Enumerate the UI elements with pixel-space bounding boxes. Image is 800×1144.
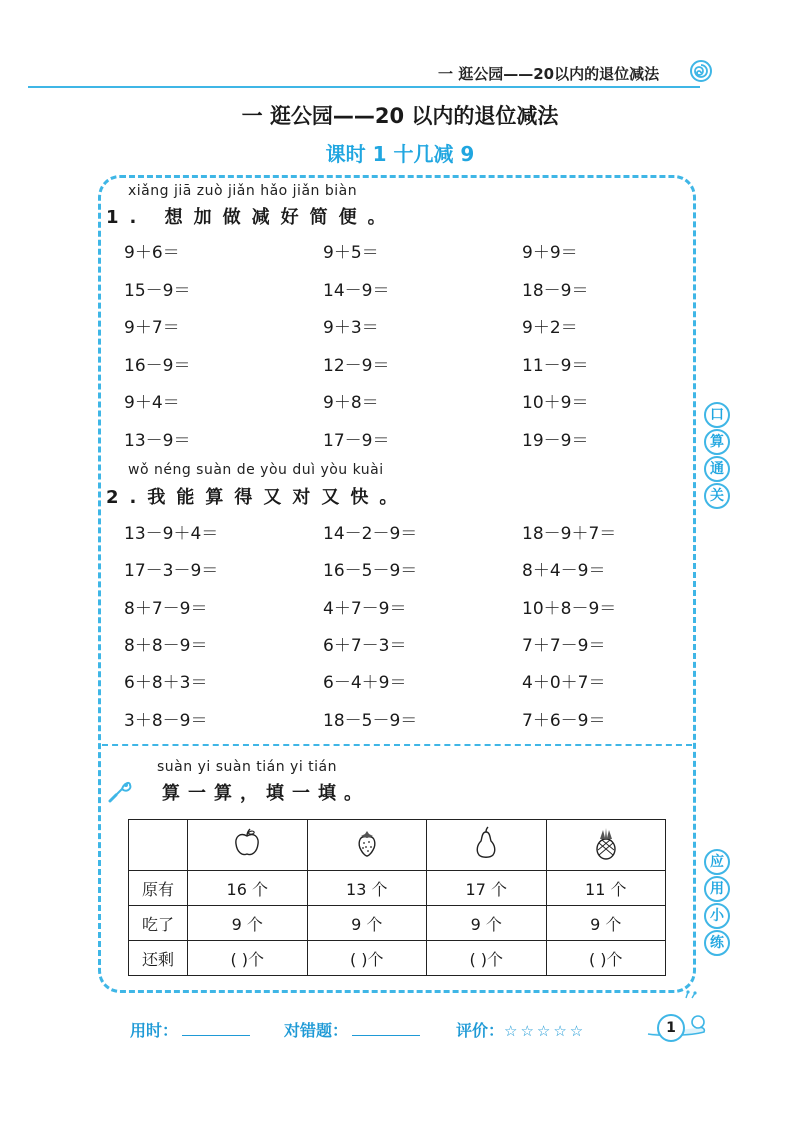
table-cell: 13 个 — [307, 871, 427, 906]
math-problem: 4＋7－9＝ — [323, 598, 407, 619]
side-tab-char: 口 — [704, 402, 730, 428]
time-blank[interactable] — [182, 1021, 250, 1036]
math-problem: 12－9＝ — [323, 355, 390, 376]
table-row — [129, 871, 666, 906]
math-problem: 4＋0＋7＝ — [522, 673, 606, 694]
math-problem: 18－5－9＝ — [323, 710, 418, 731]
math-problem: 10＋9＝ — [522, 393, 589, 413]
answer-blank[interactable]: ( )个 — [307, 941, 427, 976]
header-rule — [28, 86, 700, 88]
row-label-original: 原有 — [129, 871, 188, 906]
table-icon-row — [129, 820, 666, 871]
math-problem: 19－9＝ — [522, 430, 589, 451]
time-label: 用时： — [130, 1021, 179, 1040]
math-problem: 16－5－9＝ — [323, 561, 418, 582]
math-problem: 9＋3＝ — [323, 318, 379, 338]
math-problem: 13－9＝ — [124, 430, 191, 451]
math-problem: 9＋4＝ — [124, 393, 180, 413]
math-problem: 14－9＝ — [323, 280, 390, 301]
table-corner — [129, 820, 188, 871]
math-problem: 9＋9＝ — [522, 243, 578, 263]
table-cell: 9 个 — [188, 906, 308, 941]
math-problem: 18－9＝ — [522, 280, 589, 301]
q1-heading: 1. 想加做减好简便。 — [106, 207, 397, 228]
math-problem: 3＋8－9＝ — [124, 710, 208, 731]
answer-blank[interactable]: ( )个 — [188, 941, 308, 976]
math-problem: 17－3－9＝ — [124, 561, 219, 582]
q1-pinyin: xiǎng jiā zuò jiǎn hǎo jiǎn biàn — [128, 183, 358, 199]
math-problem: 17－9＝ — [323, 430, 390, 451]
apple-icon — [232, 827, 262, 859]
math-problem: 6＋7－3＝ — [323, 635, 407, 656]
errors-label: 对错题： — [284, 1021, 349, 1040]
running-header: 一 逛公园——20以内的退位减法 — [438, 65, 660, 83]
math-problem: 14－2－9＝ — [323, 524, 418, 544]
math-problem: 9＋7＝ — [124, 318, 180, 338]
math-problem: 8＋8－9＝ — [124, 635, 208, 656]
row-label-eaten: 吃了 — [129, 906, 188, 941]
rating-field — [456, 1018, 586, 1041]
q2-heading: 2.我能算得又对又快。 — [106, 487, 409, 508]
table-fruit-cell — [427, 820, 547, 871]
math-problem: 9＋5＝ — [323, 243, 379, 263]
math-problem: 9＋2＝ — [522, 318, 578, 338]
app-pinyin: suàn yi suàn tián yi tián — [157, 759, 338, 775]
answer-blank[interactable]: ( )个 — [546, 941, 666, 976]
table-cell: 9 个 — [546, 906, 666, 941]
side-tab-char: 用 — [704, 876, 730, 902]
math-problem: 10＋8－9＝ — [522, 598, 617, 619]
fruit-table — [128, 819, 666, 976]
pear-icon — [471, 826, 501, 860]
page-number: 1 — [657, 1014, 685, 1042]
table-cell: 17 个 — [427, 871, 547, 906]
table-cell: 11 个 — [546, 871, 666, 906]
math-problem: 7＋6－9＝ — [522, 710, 606, 731]
math-problem: 8＋7－9＝ — [124, 598, 208, 619]
table-fruit-cell — [188, 820, 308, 871]
section-divider — [102, 744, 692, 746]
strawberry-icon — [352, 827, 382, 859]
errors-field[interactable] — [284, 1018, 420, 1041]
hand-pointer-icon — [108, 775, 134, 805]
row-label-remaining: 还剩 — [129, 941, 188, 976]
math-problem: 6－4＋9＝ — [323, 673, 407, 694]
pineapple-icon — [591, 826, 621, 860]
app-heading: 算一算，填一填。 — [162, 783, 370, 804]
math-problem: 6＋8＋3＝ — [124, 673, 208, 694]
side-tab-char: 小 — [704, 903, 730, 929]
table-cell: 9 个 — [427, 906, 547, 941]
table-fruit-cell — [546, 820, 666, 871]
math-problem: 11－9＝ — [522, 355, 589, 376]
math-problem: 13－9＋4＝ — [124, 524, 219, 544]
math-problem: 7＋7－9＝ — [522, 635, 606, 656]
math-problem: 18－9＋7＝ — [522, 524, 617, 544]
page-title: 一 逛公园——20 以内的退位减法 — [241, 104, 559, 128]
table-cell: 9 个 — [307, 906, 427, 941]
q2-pinyin: wǒ néng suàn de yòu duì yòu kuài — [128, 462, 384, 478]
table-row — [129, 941, 666, 976]
errors-blank[interactable] — [352, 1021, 420, 1036]
math-problem: 8＋4－9＝ — [522, 561, 606, 582]
side-tab-char: 通 — [704, 456, 730, 482]
rating-label: 评价： — [456, 1021, 505, 1040]
lesson-subtitle: 课时 1 十几减 9 — [325, 142, 475, 166]
math-problem: 9＋6＝ — [124, 243, 180, 263]
math-problem: 15－9＝ — [124, 280, 191, 301]
table-cell: 16 个 — [188, 871, 308, 906]
side-tab-char: 算 — [704, 429, 730, 455]
math-problem: 9＋8＝ — [323, 393, 379, 413]
table-row — [129, 906, 666, 941]
spiral-icon — [690, 60, 712, 82]
table-fruit-cell — [307, 820, 427, 871]
side-tab-char: 练 — [704, 930, 730, 956]
answer-blank[interactable]: ( )个 — [427, 941, 547, 976]
side-tab-char: 应 — [704, 849, 730, 875]
math-problem: 16－9＝ — [124, 355, 191, 376]
side-tab-char: 关 — [704, 483, 730, 509]
rating-stars[interactable]: ☆☆☆☆☆ — [504, 1022, 587, 1040]
time-field[interactable] — [130, 1018, 250, 1041]
